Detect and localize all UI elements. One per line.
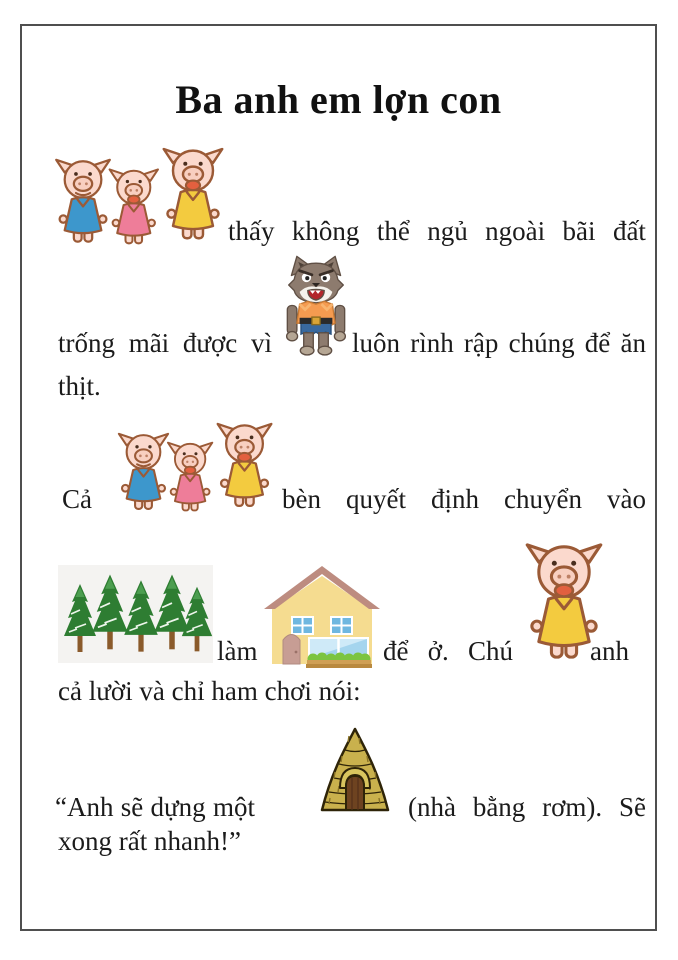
story-text-line7-left: “Anh sẽ dựng một [55,792,255,822]
story-text-line2-left: trống mãi được vì [58,328,272,358]
three-pigs-icon [52,143,224,250]
story-text-line4-right: bèn quyết định chuyển vào [282,484,646,514]
story-text-line8: xong rất nhanh!” [58,826,241,856]
story-text-line4-left: Cả [62,484,92,514]
pine-forest-icon [58,565,213,663]
story-text-line5-c: anh [590,636,629,666]
story-page-frame [20,24,657,931]
three-pigs-icon [115,420,273,515]
story-text-line5-b: để ở. Chú [383,636,513,666]
straw-hut-icon [309,726,401,815]
story-text-line3: thịt. [58,371,101,401]
story-text-line5-a: làm [217,636,258,666]
house-icon [262,560,383,669]
story-text-line1: thấy không thể ngủ ngoài bãi đất [228,216,646,246]
story-text-line7-right: (nhà bằng rơm). Sẽ [408,792,646,822]
wolf-icon [274,255,358,356]
story-text-line2-right: luôn rình rập chúng để ăn [352,328,646,358]
story-text-line6: cả lười và chỉ ham chơi nói: [58,676,361,706]
page-title: Ba anh em lợn con [175,77,502,122]
